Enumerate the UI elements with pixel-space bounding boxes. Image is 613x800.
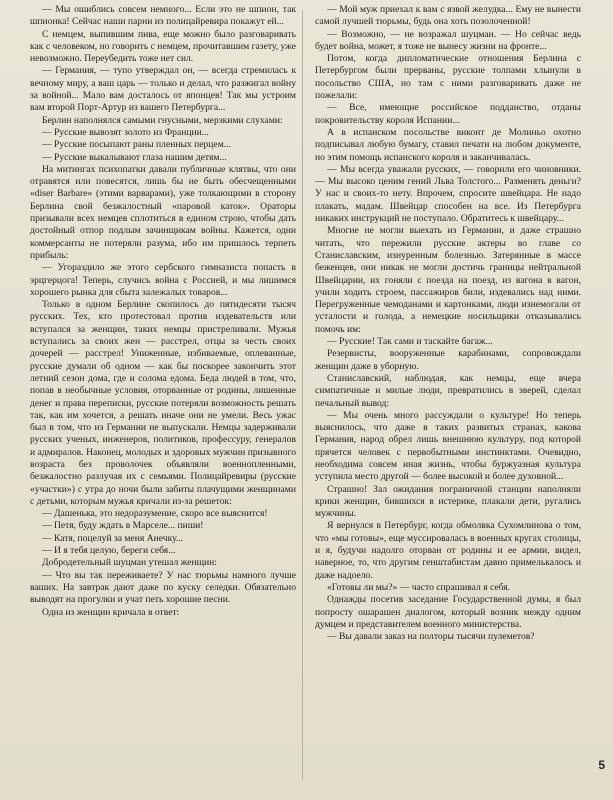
paragraph: — Катя, поцелуй за меня Анечку... bbox=[42, 532, 184, 544]
paragraph: С немцем, выпившим пива, еще можно было разговаривать как с человеком, но говорить с немцем, прочитавшим газету, уже невозможно. Переубедить тоже нет сил. bbox=[30, 28, 296, 65]
paragraph: — Мой муж приехал к вам с язвой желудка... Ему не вынести самой лучшей тюрьмы, будь она хоть позолоченной! bbox=[315, 4, 581, 28]
right-text-column bbox=[315, 4, 581, 643]
paragraph: Многие не могли выехать из Германии, и даже страшно читать, что пережили русские актеры во главе со Станиславским, изнуренным болезнью. Затерянные в массе беженцев, они никак не могли достичь границы нейтральной Швейцарии, их гоняли с поезда на поезд, из вагона в вагон, учили ходить строем, пассажиров били, издевались над ними. Перегруженные чемоданами и картонками, люди изнемогали от усталости и голода, а немецкие носильщики отказывались помочь им: bbox=[315, 225, 581, 335]
paragraph: — Русские! Так сами и таскайте багаж... bbox=[327, 336, 493, 348]
paragraph: — Русские вывозят золото из Франции... bbox=[42, 126, 209, 138]
paragraph: — Мы очень много рассуждали о культуре! Но теперь выяснилось, что даже в таких развитых странах, какова Германия, народ обрел лишь внешнюю культуру, под которой прячется человек с первобытными инстинктами. Очевидно, необходима совсем иная жизнь, чтобы буржуазная культура уступила место другой — более высокой и более духовной... bbox=[315, 409, 581, 483]
paragraph: — Мы ошиблись совсем немного... Если это не шпион, так шпионка! Сейчас наши парни из полицайревира покажут ей... bbox=[30, 4, 296, 28]
paragraph: — Что вы так переживаете? У нас тюрьмы намного лучше ваших. На завтрак дают даже по куску селедки. Обязательно выводят на прогулки и учат петь хорошие песни. bbox=[30, 569, 296, 606]
paragraph: — Угораздило же этого сербского гимназиста попасть в эрцгерцога! Теперь, случись война с Россией, и мы лишимся хорошего рынка для сбыта залежалых товаров... bbox=[30, 262, 296, 298]
paragraph: Одна из женщин кричала в ответ: bbox=[42, 606, 180, 618]
paragraph: — Русские посыпают раны пленных перцем... bbox=[42, 139, 231, 151]
paragraph: — Все, имеющие российское подданство, отданы покровительству короля Испании... bbox=[315, 102, 581, 126]
page-number: 5 bbox=[598, 758, 605, 772]
paragraph: Потом, когда дипломатические отношения Берлина с Петербургом были прерваны, русские толпами хлынули в посольство США, но там с ними разговаривать даже не пожелали: bbox=[315, 53, 581, 102]
paragraph: Резервисты, вооруженные карабинами, сопровождали женщин даже в уборную. bbox=[315, 348, 581, 372]
paragraph: «Готовы ли мы?» — часто спрашивал я себя. bbox=[327, 581, 511, 593]
paragraph: — Петя, буду ждать в Марселе... пиши! bbox=[42, 520, 204, 532]
paragraph: — Германия, — тупо утверждал он, — всегда стремилась к вечному миру, а ваш царь — только и делал, что разжигал войну за войной... Мало вам досталось от японцев! Так мы устроим вам второй Порт-Артур из вашего Петербурга... bbox=[30, 65, 296, 114]
paragraph: Добродетельный шуцман утешал женщин: bbox=[42, 557, 217, 569]
left-text-column bbox=[30, 4, 296, 619]
paragraph: — Возможно, — не возражал шуцман. — Но сейчас ведь будет война, может, я тоже не вынесу жизни на фронте... bbox=[315, 28, 581, 52]
paragraph: — Русские выкалывают глаза нашим детям... bbox=[42, 151, 227, 163]
paragraph: — Вы давали заказ на полторы тысячи пулеметов? bbox=[327, 631, 535, 643]
paragraph: Берлин наполнялся самыми гнусными, мерзкими слухами: bbox=[42, 114, 283, 126]
paragraph: — И я тебя целую, береги себя... bbox=[42, 545, 176, 557]
column-divider bbox=[302, 10, 303, 780]
paragraph: Страшно! Зал ожидания пограничной станции наполняли крики женщин, бившихся в истерике, плакали дети, ругались мужчины. bbox=[315, 483, 581, 520]
paragraph: Однажды посетив заседание Государственной думы, я был попросту ошарашен диалогом, который возник между одним думцем и представителем военного министерства. bbox=[315, 594, 581, 630]
paragraph: — Дашенька, это недоразумение, скоро все выяснится! bbox=[42, 508, 268, 520]
paragraph: Я вернулся в Петербург, когда обмолвка Сухомлинова о том, что «мы готовы», еще муссировалась в военных кругах столицы, и я, будучи надолго оторван от родины и ее армии, видел, наверное, то, что другим генштабистам давно примелькалось и даже надоело. bbox=[315, 520, 581, 581]
paragraph: А в испанском посольстве виконт де Молиньо охотно подписывал любую бумагу, ставил печати на любом документе, но этим помощь испанского короля и заканчивалась. bbox=[315, 126, 581, 163]
paragraph: — Мы всегда уважали русских, — говорили его чиновники. — Мы высоко ценим гений Льва Толстого... Разменять деньги? У нас и своих-то нету. Впрочем, спросите швейцара. Не надо плакать, мадам. Швейцар способен на все. Из Петербурга никаких инструкций не поступало. Обратитесь к швейцару... bbox=[315, 163, 581, 225]
paragraph: Станиславский, наблюдая, как немцы, еще вчера симпатичные и милые люди, превратились в зверей, сделал печальный вывод: bbox=[315, 372, 581, 409]
paragraph: Только в одном Берлине скопилось до пятидесяти тысяч русских. Тех, кто протестовал против издевательств или вступался за женщин, таких немцы пристреливали. Мужья вступались за своих жен — расстрел, отцы за честь своих дочерей — расстрел! Униженные, избиваемые, оплеванные, русские думали об одном — как бы поскорее закончить этот летний сезон дома, где и солома едома. Беда людей в том, что, попав в необычные условия, оторванные от родины, лишенные денег и права переписки, русские потеряли возможность решать так, как им хочется, а решать иначе они не умели. Весь ужас был в том, что из Германии не выпускали. Немцы задерживали русских ученых, инженеров, политиков, профессуру, генералов и адмиралов. Наконец, молодых и здоровых мужчин призывного возраста без проволочек объявляли военнопленными, безжалостно разлучая их с семьями. Полицайревиры (русские «участки») с утра до ночи были забиты плачущими женщинами с детьми, которым мужья кричали из-за решеток: bbox=[30, 299, 296, 507]
paragraph: На митингах психопатки давали публичные клятвы, что они отравятся или повесятся, лишь бы не быть обесчещенными «diser Barbare» (этими варварами), уже толкающими в сторону Берлина свой безжалостный «паровой каток». Ораторы призывали всех немцев сплотиться в едином строю, чтобы дать достойный отпор подлым зачинщикам войны. Кажется, одни коммерсанты не потеряли разума, ибо им пришлось терпеть прибыль: bbox=[30, 163, 296, 261]
